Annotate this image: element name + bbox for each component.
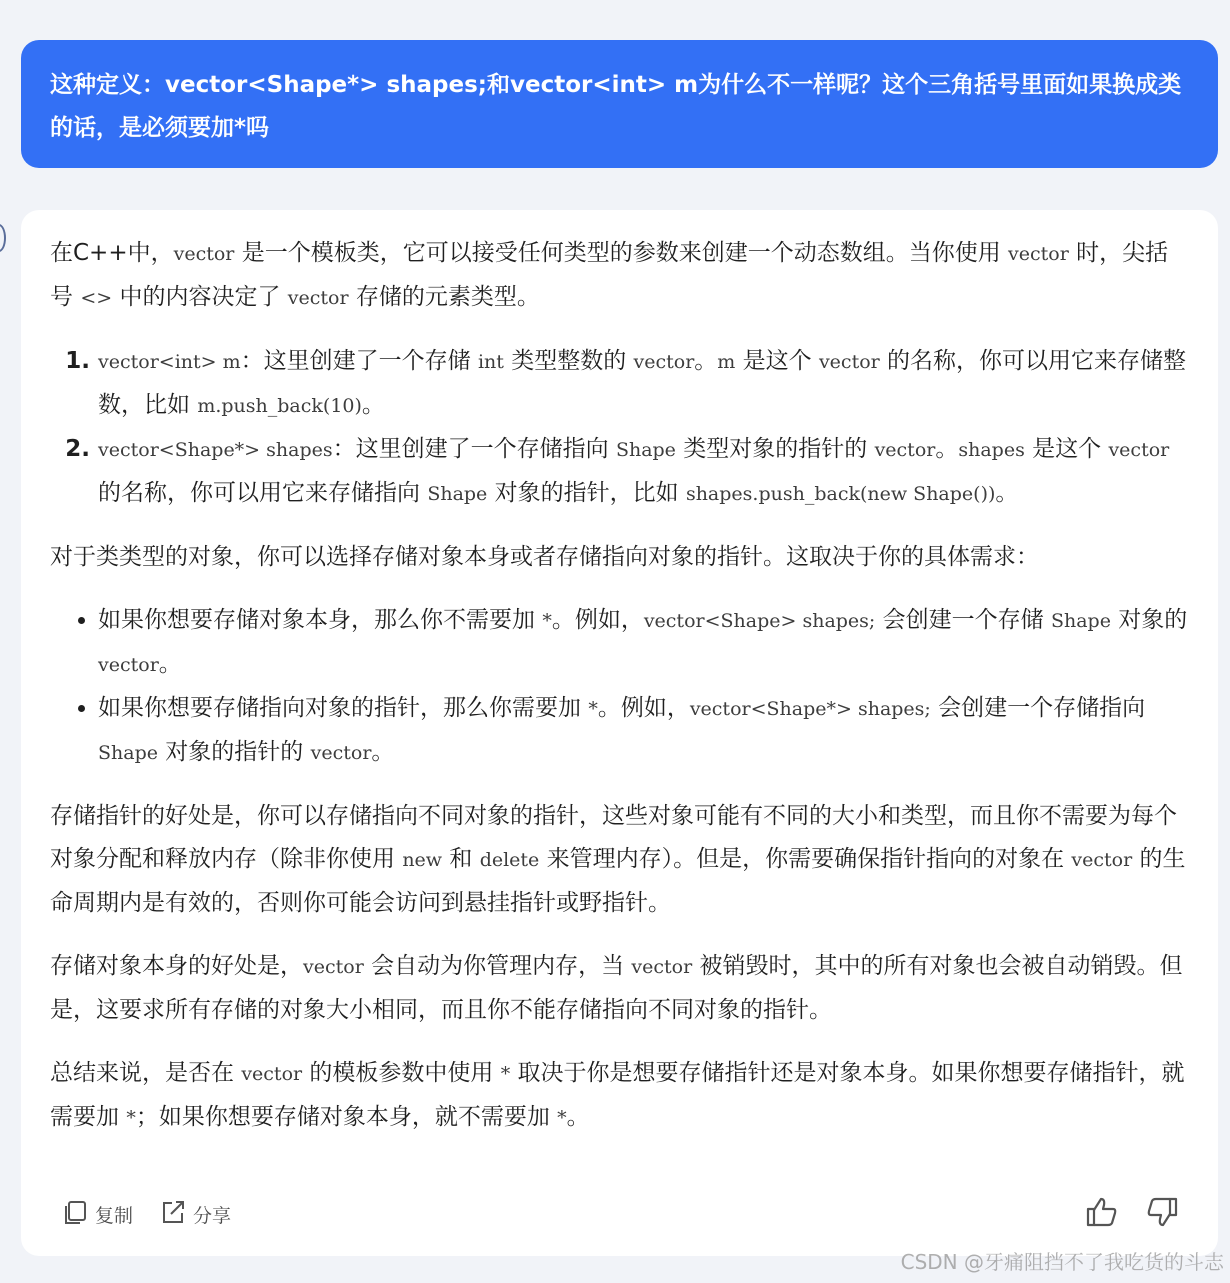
- inline-code: vector: [633, 351, 695, 373]
- text: 的生命周期内是有效的，否则你可能会访问到悬挂指针或野指针。: [50, 846, 1186, 916]
- answer-actions: [61, 1194, 231, 1234]
- text: 会创建一个存储: [875, 607, 1051, 633]
- inline-code: <>: [80, 287, 113, 309]
- text: 会自动为你管理内存，当: [363, 953, 632, 979]
- text: 如果你想要存储指向对象的指针，那么你需要加: [98, 695, 589, 721]
- inline-code: vector: [98, 654, 159, 676]
- text: 如果你想要存储对象本身，那么你不需要加: [98, 607, 543, 633]
- text: 被销毁时，其中的所有对象也会被自动销毁。但是，这要求所有存储的对象大小相同，而且你不能存储指向不同对象的指针。: [50, 953, 1183, 1023]
- answer-paragraph-3: [50, 795, 1190, 925]
- bullet-list: [50, 599, 1190, 775]
- text: 中的内容决定了: [112, 284, 288, 310]
- text: 是这个: [1024, 436, 1109, 462]
- text: 。: [371, 739, 395, 765]
- thumbs-up-button[interactable]: [1082, 1194, 1122, 1234]
- text: 。: [361, 392, 385, 418]
- copy-label: 复制: [95, 1204, 134, 1227]
- text: 。: [158, 651, 182, 677]
- inline-code: *: [588, 698, 598, 720]
- inline-code: int: [477, 351, 504, 373]
- inline-code: vector: [173, 243, 235, 265]
- text: 和: [442, 846, 480, 872]
- text: 的名称，你可以用它来存储整数，比如: [98, 348, 1187, 418]
- text: 。例如，: [551, 607, 644, 633]
- inline-code: m.push_back(10): [197, 395, 362, 417]
- text: 类型对象的指针的: [675, 436, 875, 462]
- text: 存储指针的好处是，你可以存储指向不同对象的指针，这些对象可能有不同的大小和类型，而且你不需要为每个对象分配和释放内存（除非你使用: [50, 803, 1177, 872]
- inline-code: vector: [631, 956, 693, 978]
- text: 类型整数的: [503, 348, 634, 374]
- share-icon: [159, 1198, 187, 1231]
- inline-code: vector<Shape*> shapes: [98, 439, 333, 461]
- text: 。: [694, 348, 718, 374]
- text: 是一个模板类，它可以接受任何类型的参数来创建一个动态数组。当你使用: [234, 240, 1009, 266]
- text: 存储对象本身的好处是，: [50, 953, 303, 979]
- share-label: 分享: [193, 1204, 232, 1227]
- answer-intro-paragraph: [50, 232, 1190, 320]
- inline-code: new: [402, 849, 443, 871]
- inline-code: shapes.push_back(new Shape()): [685, 483, 996, 505]
- bullet-item-1: [98, 599, 1190, 687]
- text: 是这个: [735, 348, 819, 374]
- inline-code: *: [126, 1107, 136, 1129]
- answer-body: [50, 232, 1190, 1160]
- text: 的模板参数中使用: [302, 1060, 501, 1086]
- ordered-list-item-2: [98, 428, 1190, 516]
- ordered-list: [50, 340, 1190, 516]
- copy-button[interactable]: [61, 1198, 133, 1231]
- user-message-bubble: [21, 40, 1218, 168]
- text: 总结来说，是否在: [50, 1060, 242, 1086]
- text: 。例如，: [597, 695, 690, 721]
- inline-code: *: [542, 610, 552, 632]
- copy-icon: [61, 1198, 89, 1231]
- user-question-text: 这种定义：vector<Shape*> shapes;和vector<int> m为什么不一样呢？这个三角括号里面如果换成类的话，是必须要加*吗: [50, 72, 1182, 141]
- text: 。: [566, 1104, 590, 1130]
- inline-code: vector: [1071, 849, 1133, 871]
- text: 在C++中，: [50, 240, 174, 266]
- answer-paragraph-5: [50, 1052, 1190, 1140]
- text: 取决于你是想要存储指针还是对象本身。如果你想要存储指针，就需要加: [50, 1060, 1185, 1130]
- inline-code: vector: [1008, 243, 1069, 265]
- text: 。: [935, 436, 959, 462]
- inline-code: *: [500, 1063, 511, 1085]
- text: 会创建一个存储指向: [930, 695, 1146, 721]
- inline-code: m: [717, 351, 736, 373]
- inline-code: delete: [479, 849, 540, 871]
- inline-code: vector<Shape> shapes;: [643, 610, 876, 632]
- inline-code: vector: [818, 351, 880, 373]
- answer-paragraph-2: 对于类类型的对象，你可以选择存储对象本身或者存储指向对象的指针。这取决于你的具体需求：: [50, 544, 1039, 570]
- inline-code: vector: [241, 1063, 303, 1085]
- assistant-avatar: [0, 224, 6, 252]
- assistant-answer-card: [21, 210, 1218, 1256]
- inline-code: *: [557, 1107, 567, 1129]
- inline-code: Shape: [615, 439, 676, 461]
- text: 时，尖括号: [50, 240, 1169, 310]
- thumbs-up-icon: [1085, 1195, 1119, 1233]
- text: ：这里创建了一个存储指向: [332, 436, 616, 462]
- text: 存储的元素类型。: [348, 284, 540, 310]
- inline-code: vector: [310, 742, 372, 764]
- text: 。: [995, 480, 1019, 506]
- inline-code: vector: [303, 956, 364, 978]
- inline-code: vector<Shape*> shapes;: [689, 698, 931, 720]
- text: 对象的: [1110, 607, 1188, 633]
- ordered-list-item-1: [98, 340, 1190, 428]
- text: 对象的指针，比如: [487, 480, 686, 506]
- share-button[interactable]: [159, 1198, 231, 1231]
- inline-code: vector: [287, 287, 349, 309]
- text: 来管理内存）。但是，你需要确保指针指向的对象在: [539, 846, 1072, 872]
- inline-code: vector: [1108, 439, 1170, 461]
- csdn-watermark: CSDN @牙痛阻挡不了我吃货的斗志: [900, 1250, 1224, 1274]
- text: 的名称，你可以用它来存储指向: [98, 480, 428, 506]
- inline-code: vector<int> m: [98, 351, 241, 373]
- bullet-item-2: [98, 687, 1190, 775]
- text: 对象的指针的: [158, 739, 311, 765]
- inline-code: shapes: [958, 439, 1025, 461]
- thumbs-down-button[interactable]: [1142, 1194, 1182, 1234]
- inline-code: Shape: [427, 483, 488, 505]
- inline-code: Shape: [1050, 610, 1111, 632]
- inline-code: Shape: [98, 742, 158, 764]
- text: ：这里创建了一个存储: [240, 348, 478, 374]
- thumbs-down-icon: [1145, 1195, 1179, 1233]
- inline-code: vector: [874, 439, 936, 461]
- answer-paragraph-4: [50, 945, 1190, 1032]
- text: ；如果你想要存储对象本身，就不需要加: [135, 1104, 558, 1130]
